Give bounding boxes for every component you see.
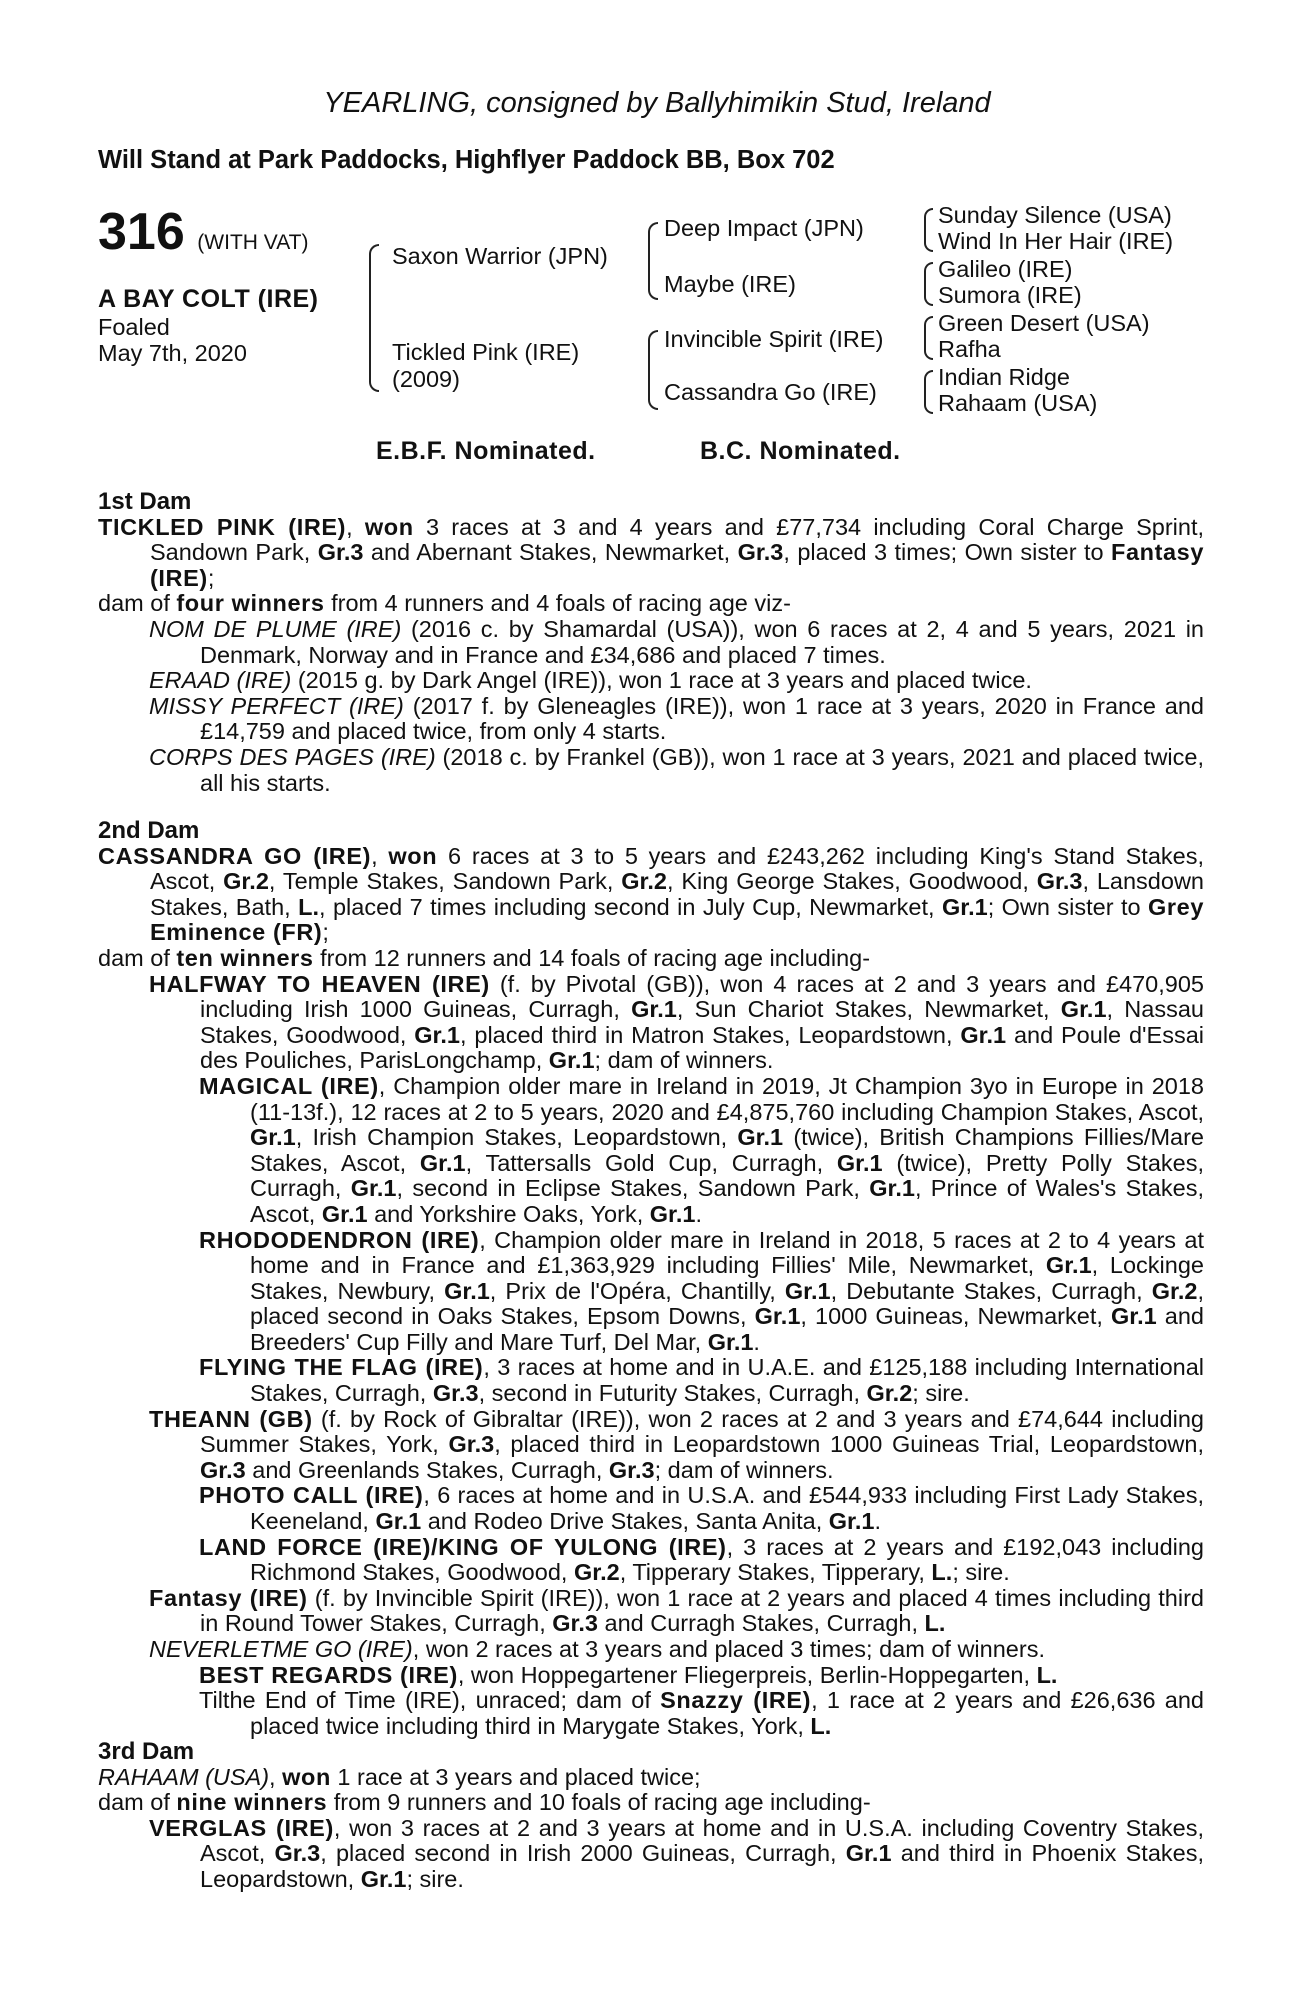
produce-text: dam of <box>98 944 177 971</box>
record-text: , King George Stakes, Goodwood, <box>666 868 1037 895</box>
progeny-text: (twice), British Champions Fillies/Mare Stakes, Ascot, <box>250 1124 1204 1176</box>
progeny-text: , placed second in Oaks Stakes, Epsom Downs, <box>250 1277 1204 1330</box>
grade-badge: L. <box>931 1559 953 1586</box>
grade-badge: Gr.1 <box>1110 1303 1157 1330</box>
grade-badge: Gr.1 <box>631 996 677 1023</box>
first-dam-record: TICKLED PINK (IRE), won 3 races at 3 and 4 years and £77,734 including Coral Charge Sprint, Sandown Park, Gr.3 and Abernant Stakes, Newmarket, Gr.3, placed 3 times; Own sister to Fantasy (IRE); <box>98 513 1205 591</box>
grade-badge: Gr.1 <box>360 1865 407 1892</box>
progeny-text: and Curragh Stakes, Curragh, <box>597 1610 925 1637</box>
grade-badge: Gr.3 <box>448 1431 495 1458</box>
progeny-text: (2016 c. by Shamardal (USA)), won 6 races at 2, 4 and 5 years, 2021 in Denmark, Norway and in France and £34,686 and placed 7 times. <box>200 615 1205 668</box>
bc-nomination: B.C. Nominated. <box>700 437 901 465</box>
consignment-line: YEARLING, consigned by Ballyhimikin Stud, Ireland <box>323 87 991 119</box>
progeny-text: , 3 races at home and in U.A.E. and £125,188 including International Stakes, Curragh, <box>250 1354 1204 1407</box>
first-dam-section <box>98 489 1204 796</box>
progeny-entry <box>98 1535 1204 1586</box>
sire-dam-name: Maybe (IRE) <box>664 271 796 297</box>
third-dam-produce <box>98 1790 1204 1816</box>
second-dam-produce-count: ten winners <box>176 944 314 971</box>
progeny-text: , won 3 races at 2 and 3 years at home and in U.S.A. including Coventry Stakes, Ascot, <box>200 1814 1204 1867</box>
progeny-text: , Debutante Stakes, Curragh, <box>830 1277 1152 1304</box>
first-dam-name: TICKLED PINK (IRE) <box>98 513 347 540</box>
progeny-text: and Poule d'Essai des Pouliches, ParisLongchamp, <box>200 1021 1204 1074</box>
progeny-text: , Nassau Stakes, Goodwood, <box>200 996 1204 1048</box>
g3-name-4: Sumora (IRE) <box>938 282 1082 308</box>
grade-badge: Gr.1 <box>869 1175 915 1202</box>
progeny-text: , won 2 races at 3 years and placed 3 times; dam of winners. <box>412 1636 1045 1662</box>
progeny-text: , 3 races at 2 years and £192,043 including Richmond Stakes, Goodwood, <box>250 1533 1205 1586</box>
grade-badge: Gr.1 <box>350 1175 397 1202</box>
progeny-text: (f. by Invincible Spirit (IRE)), won 1 race at 2 years and placed 4 times including third in Round Tower Stakes, Curragh, <box>200 1584 1204 1637</box>
grade-badge: Gr.1 <box>707 1328 754 1355</box>
progeny-text: , second in Futurity Stakes, Curragh, <box>478 1380 867 1407</box>
grade-badge: Gr.3 <box>737 539 784 566</box>
progeny-text: (twice), Pretty Polly Stakes, Curragh, <box>250 1149 1204 1202</box>
progeny-text: , placed second in Irish 2000 Guineas, Curragh, <box>320 1840 846 1867</box>
produce-text: dam of <box>98 1789 177 1816</box>
grade-badge: Gr.1 <box>444 1277 490 1304</box>
progeny-entry <box>98 694 1204 745</box>
produce-text: from 9 runners and 10 foals of racing age including- <box>327 1789 871 1816</box>
record-text: ; Own sister to <box>987 893 1149 920</box>
grade-badge: Gr.3 <box>552 1610 598 1637</box>
grade-badge: Gr.1 <box>321 1200 368 1227</box>
grade-badge: Gr.1 <box>548 1047 595 1074</box>
progeny-name: RHODODENDRON (IRE) <box>199 1226 480 1253</box>
record-text: 6 races at 3 to 5 years and £243,262 including King's Stand Stakes, Ascot, <box>150 842 1204 895</box>
g3-name-8: Rahaam (USA) <box>938 390 1098 416</box>
progeny-text: and Yorkshire Oaks, York, <box>367 1200 650 1227</box>
second-dam-record: CASSANDRA GO (IRE), won 6 races at 3 to 5 years and £243,262 including King's Stand Stakes, Ascot, Gr.2, Temple Stakes, Sandown Park, Gr.2, King George Stakes, Goodwood, Gr.3, Lansdown Stakes, Bath, L., placed 7 times including second in July Cup, Newmarket, Gr.1; Own sister to Grey Eminence (FR); <box>98 842 1204 946</box>
grade-badge: Gr.1 <box>754 1303 801 1330</box>
record-text: 1 race at 3 years and placed twice; <box>330 1763 701 1790</box>
lot-number-row <box>98 204 309 260</box>
progeny-text: . <box>695 1200 703 1227</box>
progeny-entry <box>98 1407 1204 1484</box>
progeny-name: CORPS DES PAGES (IRE) <box>149 743 436 770</box>
pedigree-bracket-dam <box>648 330 658 410</box>
progeny-text: , Tipperary Stakes, Tipperary, <box>619 1559 932 1586</box>
grade-badge: Gr.2 <box>866 1380 913 1407</box>
progeny-text: , Champion older mare in Ireland in 2019, Jt Champion 3yo in Europe in 2018 (11-13f.), 12 races at 2 to 5 years, 2020 and £4,875,760 including Champion Stakes, Ascot, <box>250 1072 1204 1125</box>
progeny-name: BEST REGARDS (IRE) <box>199 1661 458 1688</box>
progeny-text: . <box>753 1328 760 1355</box>
pedigree-bracket-g4 <box>924 370 933 414</box>
grade-badge: Gr.1 <box>375 1508 422 1535</box>
second-dam-won: won <box>388 842 438 869</box>
grade-badge: Gr.1 <box>941 893 988 920</box>
progeny-text: Tilthe End of Time (IRE), unraced; dam of <box>199 1687 661 1714</box>
location-line: Will Stand at Park Paddocks, Highflyer Paddock BB, Box 702 <box>98 146 835 174</box>
progeny-name: PHOTO CALL (IRE) <box>199 1482 424 1509</box>
third-dam-heading: 3rd Dam <box>98 1738 195 1765</box>
pedigree-bracket-main <box>369 244 379 392</box>
first-dam-produce-post: from 4 runners and 4 foals of racing age viz- <box>324 590 791 617</box>
third-dam-record: RAHAAM (USA), won 1 race at 3 years and placed twice; <box>98 1763 701 1790</box>
first-dam-heading: 1st Dam <box>98 488 192 515</box>
grade-badge: Gr.1 <box>414 1021 460 1048</box>
dam-name: Tickled Pink (IRE) <box>392 339 580 365</box>
grade-badge: Gr.1 <box>649 1200 696 1227</box>
pedigree-bracket-g3 <box>924 316 933 360</box>
pedigree-bracket-g2 <box>924 262 933 306</box>
record-text: , Lansdown Stakes, Bath, <box>150 868 1204 920</box>
g3-name-6: Rafha <box>938 336 1001 362</box>
progeny-text: , Sun Chariot Stakes, Newmarket, <box>676 996 1061 1023</box>
progeny-text: and Rodeo Drive Stakes, Santa Anita, <box>421 1508 829 1535</box>
third-dam-name: RAHAAM (USA) <box>98 1763 270 1790</box>
third-dam-section <box>98 1739 1204 1893</box>
progeny-name: HALFWAY TO HEAVEN (IRE) <box>149 970 490 997</box>
grade-badge: Gr.1 <box>250 1124 296 1151</box>
first-dam-text-3: , placed 3 times; Own sister to <box>783 539 1111 566</box>
grade-badge: Gr.3 <box>200 1456 246 1483</box>
grade-badge: L. <box>1036 1661 1058 1688</box>
progeny-text: , placed third in Matron Stakes, Leopardstown, <box>460 1021 961 1048</box>
progeny-text: , second in Eclipse Stakes, Sandown Park, <box>396 1175 870 1202</box>
second-dam-name: CASSANDRA GO (IRE) <box>98 842 372 869</box>
progeny-entry <box>98 1228 1204 1356</box>
grade-badge: L. <box>298 893 320 920</box>
grade-badge: Gr.2 <box>573 1559 620 1586</box>
progeny-entry <box>98 668 1204 694</box>
progeny-entry <box>98 1074 1204 1228</box>
sire-sire-name: Deep Impact (JPN) <box>664 215 864 241</box>
record-text: , placed 7 times including second in July Cup, Newmarket, <box>319 893 942 920</box>
dam-sire-name: Invincible Spirit (IRE) <box>664 326 884 352</box>
progeny-text: . <box>874 1508 882 1535</box>
third-dam-produce-count: nine winners <box>176 1789 328 1816</box>
progeny-name: LAND FORCE (IRE)/KING OF YULONG (IRE) <box>199 1533 727 1560</box>
pedigree-bracket-sire <box>648 222 658 300</box>
grade-badge: Gr.1 <box>419 1149 466 1176</box>
g3-name-7: Indian Ridge <box>938 364 1070 390</box>
progeny-text: (2018 c. by Frankel (GB)), won 1 race at 3 years, 2021 and placed twice, all his starts. <box>200 743 1204 796</box>
progeny-entry <box>98 1663 1204 1689</box>
progeny-text: , 1 race at 2 years and £26,636 and placed twice including third in Marygate Stakes, York, <box>250 1687 1204 1739</box>
record-text: ; <box>322 919 329 946</box>
dam-dam-name: Cassandra Go (IRE) <box>664 379 877 405</box>
progeny-text: (f. by Rock of Gibraltar (IRE)), won 2 races at 2 and 3 years and £74,644 including Summer Stakes, York, <box>200 1405 1204 1458</box>
progeny-name: THEANN (GB) <box>149 1405 313 1432</box>
grade-badge: Gr.1 <box>737 1124 784 1151</box>
progeny-text: , Champion older mare in Ireland in 2018, 5 races at 2 to 4 years at home and in France and £1,363,929 including Fillies' Mile, Newmarket, <box>250 1226 1204 1279</box>
progeny-name: NEVERLETME GO (IRE) <box>149 1636 413 1662</box>
progeny-text: , 1000 Guineas, Newmarket, <box>800 1303 1111 1330</box>
grade-badge: Gr.1 <box>1045 1252 1092 1279</box>
grade-badge: Gr.1 <box>828 1508 875 1535</box>
progeny-text: ; dam of winners. <box>654 1456 834 1483</box>
progeny-name: Snazzy (IRE) <box>660 1687 812 1714</box>
progeny-text: and Greenlands Stakes, Curragh, <box>245 1456 609 1483</box>
grade-badge: Gr.2 <box>621 868 667 895</box>
progeny-text: , Tattersalls Gold Cup, Curragh, <box>465 1149 837 1176</box>
grade-badge: Gr.3 <box>1036 868 1083 895</box>
progeny-text: , Irish Champion Stakes, Leopardstown, <box>295 1124 738 1151</box>
first-dam-sister: Fantasy (IRE) <box>150 539 1205 591</box>
grade-badge: L. <box>810 1712 832 1739</box>
progeny-text: and Breeders' Cup Filly and Mare Turf, Del Mar, <box>250 1303 1204 1355</box>
grade-badge: Gr.2 <box>223 868 269 895</box>
first-dam-produce <box>98 591 1204 617</box>
g3-name-2: Wind In Her Hair (IRE) <box>938 228 1174 254</box>
progeny-name: NOM DE PLUME (IRE) <box>149 615 402 642</box>
progeny-text: ; sire. <box>952 1559 1010 1586</box>
progeny-entry <box>98 1483 1204 1534</box>
progeny-name: Fantasy (IRE) <box>149 1584 308 1611</box>
progeny-name: MAGICAL (IRE) <box>199 1072 379 1099</box>
grade-badge: Gr.1 <box>960 1021 1007 1048</box>
grade-badge: Gr.3 <box>317 539 364 566</box>
foaled-label: Foaled <box>98 314 170 340</box>
progeny-entry <box>98 1355 1204 1406</box>
grade-badge: L. <box>924 1610 946 1637</box>
sire-name: Saxon Warrior (JPN) <box>392 243 608 269</box>
first-dam-produce-count: four winners <box>176 590 325 617</box>
progeny-text: and third in Phoenix Stakes, Leopardstown, <box>200 1840 1204 1892</box>
second-dam-section <box>98 818 1204 1739</box>
first-dam-produce-pre: dam of <box>98 590 177 617</box>
dam-year: (2009) <box>392 366 460 392</box>
produce-text: from 12 runners and 14 foals of racing age including- <box>313 944 871 971</box>
g3-name-1: Sunday Silence (USA) <box>938 202 1172 228</box>
third-dam-won: won <box>282 1763 331 1790</box>
record-text: , Temple Stakes, Sandown Park, <box>268 868 622 895</box>
progeny-entry <box>98 1637 1204 1663</box>
progeny-text: ; dam of winners. <box>594 1047 774 1074</box>
grade-badge: Gr.3 <box>608 1456 655 1483</box>
pedigree-bracket-g1 <box>924 208 933 252</box>
progeny-text: , won Hoppegartener Fliegerpreis, Berlin-Hoppegarten, <box>457 1661 1037 1688</box>
progeny-name: MISSY PERFECT (IRE) <box>149 692 404 719</box>
progeny-entry <box>98 617 1204 668</box>
progeny-name: VERGLAS (IRE) <box>149 1814 334 1841</box>
progeny-text: ; sire. <box>912 1380 970 1407</box>
ebf-nomination: E.B.F. Nominated. <box>376 437 596 465</box>
progeny-name: FLYING THE FLAG (IRE) <box>199 1354 484 1381</box>
progeny-text: , Prix de l'Opéra, Chantilly, <box>489 1277 785 1304</box>
progeny-entry <box>98 1688 1204 1739</box>
first-dam-text-4: ; <box>207 564 215 591</box>
grade-badge: Gr.3 <box>274 1840 321 1867</box>
grade-badge: Gr.1 <box>1060 996 1107 1023</box>
vat-label: (WITH VAT) <box>197 231 309 254</box>
lot-number: 316 <box>98 203 185 261</box>
progeny-text: (2015 g. by Dark Angel (IRE)), won 1 race at 3 years and placed twice. <box>291 667 1032 694</box>
grade-badge: Gr.1 <box>836 1149 883 1176</box>
progeny-name: ERAAD (IRE) <box>149 667 292 694</box>
second-dam-heading: 2nd Dam <box>98 817 200 844</box>
progeny-text: ; sire. <box>406 1865 464 1892</box>
grade-badge: Gr.1 <box>784 1277 831 1304</box>
progeny-entry <box>98 1816 1204 1893</box>
grade-badge: Gr.1 <box>845 1840 892 1867</box>
progeny-text: , Prince of Wales's Stakes, Ascot, <box>250 1175 1204 1227</box>
first-dam-text-2: and Abernant Stakes, Newmarket, <box>363 539 738 566</box>
progeny-entry <box>98 745 1204 796</box>
second-dam-sister: Grey Eminence (FR) <box>150 893 1204 946</box>
progeny-entry <box>98 972 1204 1074</box>
progeny-text: , 6 races at home and in U.S.A. and £544,933 including First Lady Stakes, Keeneland, <box>250 1482 1204 1535</box>
progeny-text: , Lockinge Stakes, Newbury, <box>250 1252 1204 1304</box>
progeny-text: , placed third in Leopardstown 1000 Guineas Trial, Leopardstown, <box>494 1431 1204 1458</box>
grade-badge: Gr.3 <box>432 1380 479 1407</box>
second-dam-produce <box>98 946 1204 972</box>
g3-name-3: Galileo (IRE) <box>938 256 1073 282</box>
first-dam-won: won <box>364 513 414 540</box>
grade-badge: Gr.2 <box>1151 1277 1198 1304</box>
first-dam-text-1: 3 races at 3 and 4 years and £77,734 including Coral Charge Sprint, Sandown Park, <box>150 513 1205 566</box>
lot-description: A BAY COLT (IRE) <box>98 285 319 313</box>
progeny-text: (f. by Pivotal (GB)), won 4 races at 2 and 3 years and £470,905 including Irish 1000 Guineas, Curragh, <box>200 970 1204 1023</box>
g3-name-5: Green Desert (USA) <box>938 310 1150 336</box>
progeny-text: (2017 f. by Gleneagles (IRE)), won 1 race at 3 years, 2020 in France and £14,759 and placed twice, from only 4 starts. <box>200 692 1204 745</box>
foaled-date: May 7th, 2020 <box>98 340 247 366</box>
progeny-entry <box>98 1586 1204 1637</box>
